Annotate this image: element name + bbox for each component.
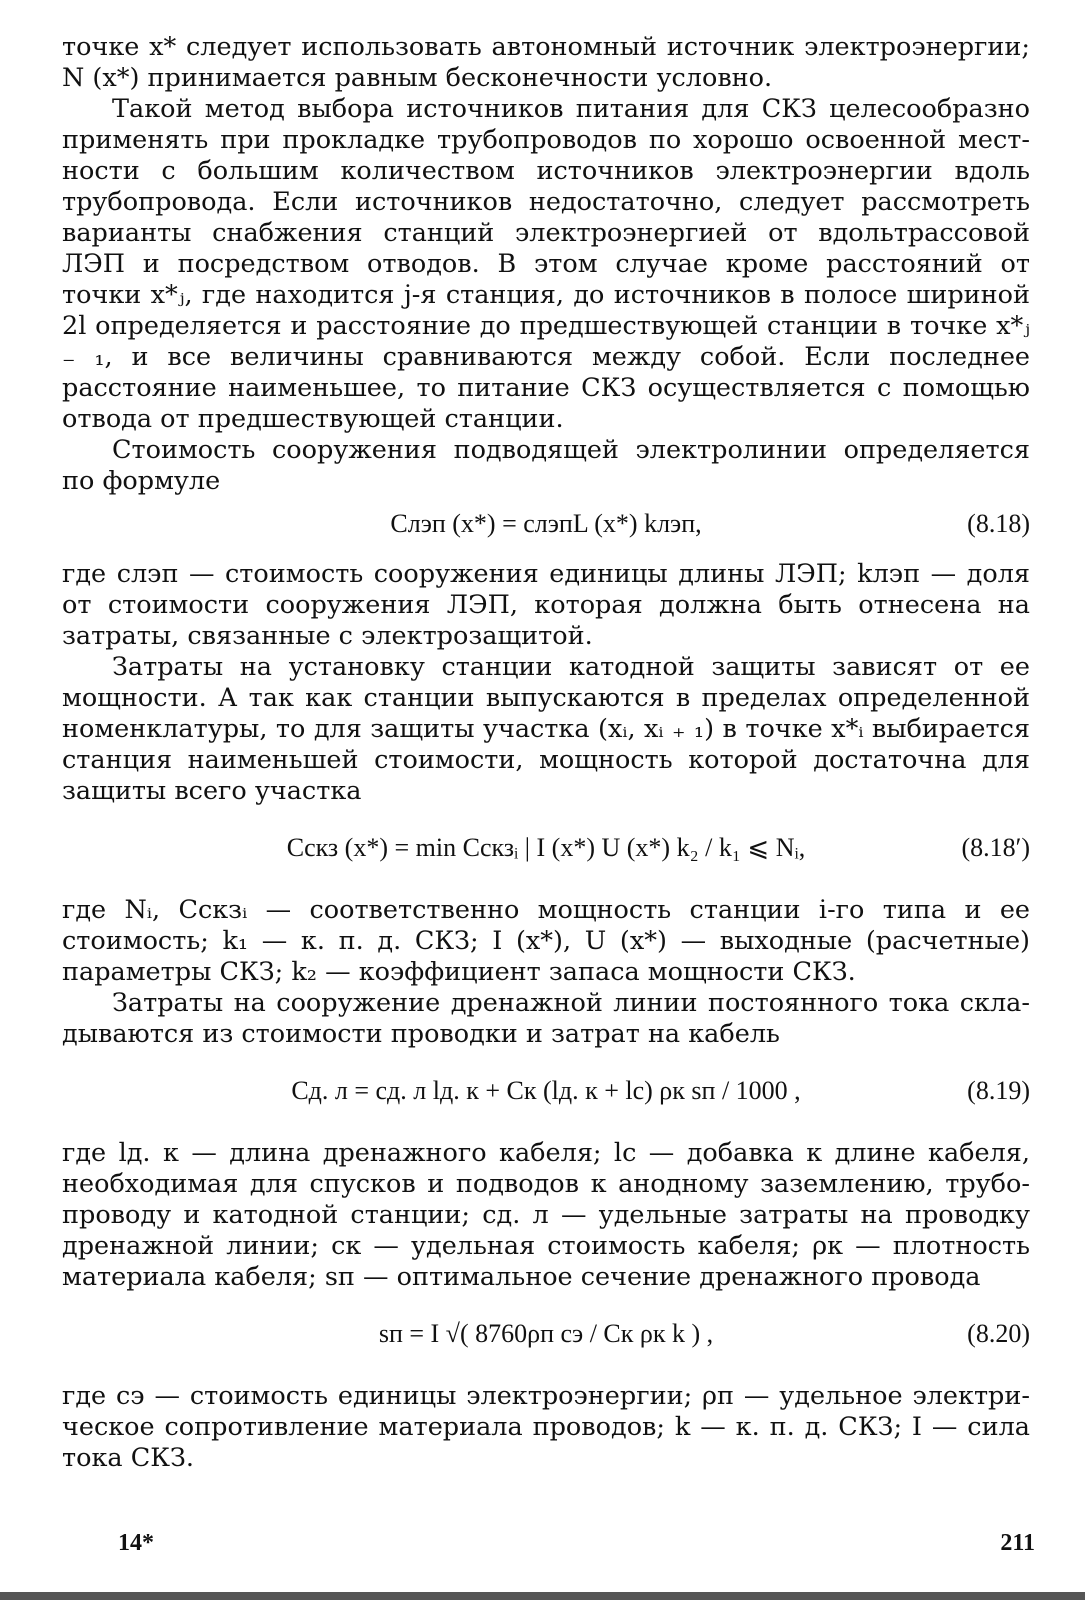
formula-number: (8.19) bbox=[967, 1076, 1030, 1105]
paragraph-4: где cлэп — стоимость сооружения единицы длины ЛЭП; kлэп — доля от стоимости сооружения ЛЭП, которая должна быть отнесена на затраты, связанные с электрозащитой. bbox=[62, 559, 1030, 651]
formula-number: (8.18′) bbox=[961, 833, 1030, 862]
paragraph-1: точке x* следует использовать автономный источник электроэнергии; N (x*) принимается равным бесконечности условно. bbox=[62, 32, 1030, 93]
page-number: 211 bbox=[1000, 1530, 1035, 1556]
formula-8-20 bbox=[62, 1293, 1030, 1381]
paragraph-2: Такой метод выбора источников питания для СКЗ целесообразно применять при прокладке трубопроводов по хорошо освоенной местности с большим количеством источников электроэнергии вдоль трубопровода. Если источников недостаточно, следует рассмотреть варианты снабжения станций электроэнергией от вдольтрассовой ЛЭП и посредством отводов. В этом случае кроме расстояний от точки x*ⱼ, где находится j-я станция, до источников в полосе шириной 2l определяется и расстояние до предшествующей станции в точке x*ⱼ ₋ ₁, и все величины сравниваются между собой. Если последнее расстояние наименьшее, то питание СКЗ осуществляется с помощью отвода от предшествующей станции. bbox=[62, 94, 1030, 434]
formula-number: (8.18) bbox=[967, 509, 1030, 538]
signature-mark: 14* bbox=[118, 1530, 154, 1556]
paragraph-6: где Nᵢ, Cскзᵢ — соответственно мощность станции i-го типа и ее стоимость; k₁ — к. п. д. СКЗ; I (x*), U (x*) — выходные (расчетные) параметры СКЗ; k₂ — коэффициент запаса мощности СКЗ. bbox=[62, 895, 1030, 987]
formula-8-19 bbox=[62, 1050, 1030, 1138]
formula-expression: Cлэп (x*) = cлэпL (x*) kлэп, bbox=[390, 509, 702, 538]
formula-number: (8.20) bbox=[967, 1319, 1030, 1348]
formula-expression: Cскз (x*) = min Cскзᵢ | I (x*) U (x*) k₂ / k₁ ⩽ Nᵢ, bbox=[286, 833, 806, 862]
paragraph-3: Стоимость сооружения подводящей электролинии определяется по формуле bbox=[62, 435, 1030, 496]
paragraph-8: где lд. к — длина дренажного кабеля; lc — добавка к длине кабеля, необходимая для спусков и подводов к анодному заземлению, трубопроводу и катодной станции; cд. л — удельные затраты на проводку дренажной линии; cк — удельная стоимость кабеля; ρк — плотность материала кабеля; sп — оптимальное сечение дренажного провода bbox=[62, 1138, 1030, 1292]
paragraph-5: Затраты на установку станции катодной защиты зависят от ее мощности. А так как станции выпускаются в пределах определенной номенклатуры, то для защиты участка (xᵢ, xᵢ ₊ ₁) в точке x*ᵢ выбирается станция наименьшей стоимости, мощность которой достаточна для защиты всего участка bbox=[62, 652, 1030, 806]
scan-edge-divider bbox=[0, 1592, 1085, 1600]
formula-expression: sп = I √( 8760ρп cэ / Cк ρк k ) , bbox=[378, 1319, 714, 1348]
formula-8-18-prime bbox=[62, 807, 1030, 895]
page-body bbox=[62, 32, 1030, 1474]
paragraph-7: Затраты на сооружение дренажной линии постоянного тока складываются из стоимости проводки и затрат на кабель bbox=[62, 988, 1030, 1049]
formula-8-18 bbox=[62, 497, 1030, 559]
formula-expression: Cд. л = cд. л lд. к + Cк (lд. к + lc) ρк sп / 1000 , bbox=[291, 1076, 801, 1105]
paragraph-9: где cэ — стоимость единицы электроэнергии; ρп — удельное электрическое сопротивление материала проводов; k — к. п. д. СКЗ; I — сила тока СКЗ. bbox=[62, 1381, 1031, 1473]
